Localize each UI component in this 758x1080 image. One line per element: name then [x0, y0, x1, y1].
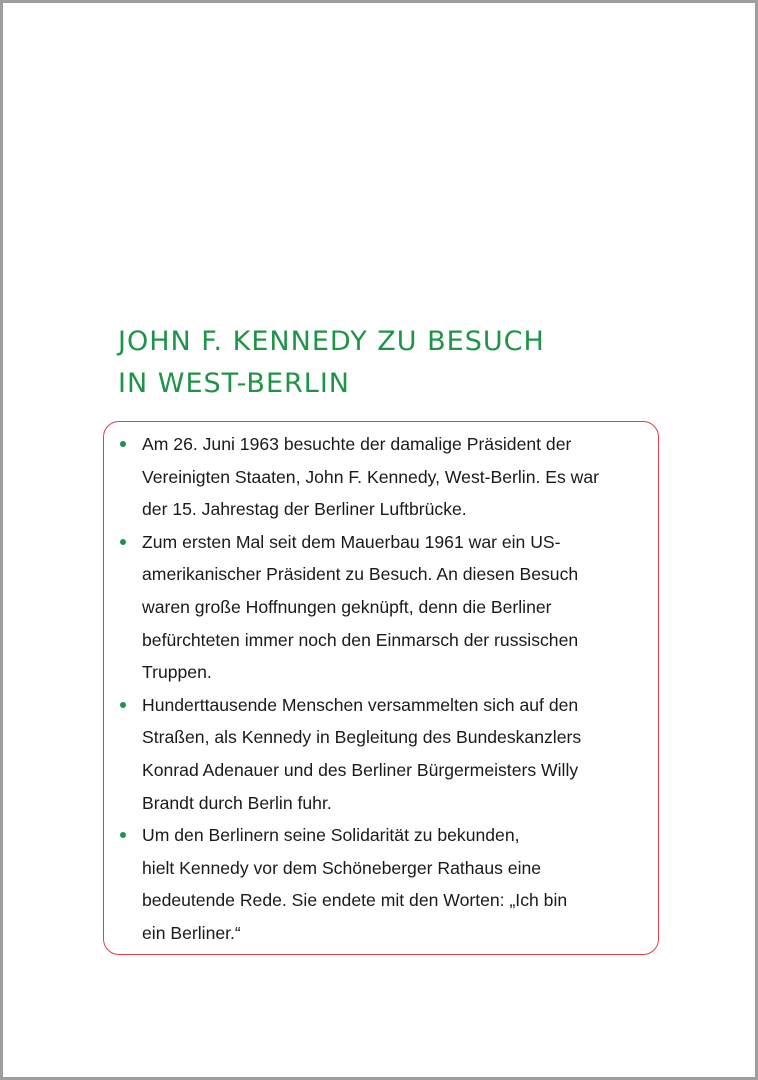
list-item-line: Zum ersten Mal seit dem Mauerbau 1961 war ein US-: [142, 531, 561, 552]
list-item: [120, 819, 644, 949]
bullet-icon: [120, 832, 126, 838]
list-item-line: Hunderttausende Menschen versammelten sich auf den: [142, 694, 579, 715]
list-item: [120, 526, 644, 689]
bullet-icon: [120, 539, 126, 545]
bullet-icon: [120, 441, 126, 447]
list-item-line: ein Berliner.“: [142, 922, 241, 943]
list-item-line: Vereinigten Staaten, John F. Kennedy, West-Berlin. Es war: [142, 466, 600, 487]
list-item-line: Brandt durch Berlin fuhr.: [142, 792, 332, 813]
list-item-line: Truppen.: [142, 662, 212, 683]
list-item-line: befürchteten immer noch den Einmarsch der russischen: [142, 629, 579, 650]
page-title: [118, 321, 678, 405]
list-item-line: Konrad Adenauer und des Berliner Bürgermeisters Willy: [142, 759, 579, 780]
list-item-line: Um den Berlinern seine Solidarität zu bekunden,: [142, 825, 520, 846]
list-item: [120, 689, 644, 819]
page-title-line-2: IN WEST-BERLIN: [118, 368, 350, 399]
list-item-line: hielt Kennedy vor dem Schöneberger Rathaus eine: [142, 857, 542, 878]
list-item-line: bedeutende Rede. Sie endete mit den Worten: „Ich bin: [142, 890, 568, 911]
page-title-line-1: JOHN F. KENNEDY ZU BESUCH: [118, 326, 545, 357]
fact-box: [103, 421, 659, 955]
list-item-line: waren große Hoffnungen geknüpft, denn die Berliner: [142, 596, 552, 617]
bullet-icon: [120, 702, 126, 708]
list-item-line: Am 26. Juni 1963 besuchte der damalige Präsident der: [142, 434, 572, 454]
fact-list: [120, 428, 644, 950]
list-item-line: der 15. Jahrestag der Berliner Luftbrücke.: [142, 499, 467, 520]
list-item-line: Straßen, als Kennedy in Begleitung des Bundeskanzlers: [142, 727, 582, 748]
list-item: [120, 428, 644, 526]
list-item-line: amerikanischer Präsident zu Besuch. An diesen Besuch: [142, 564, 579, 585]
